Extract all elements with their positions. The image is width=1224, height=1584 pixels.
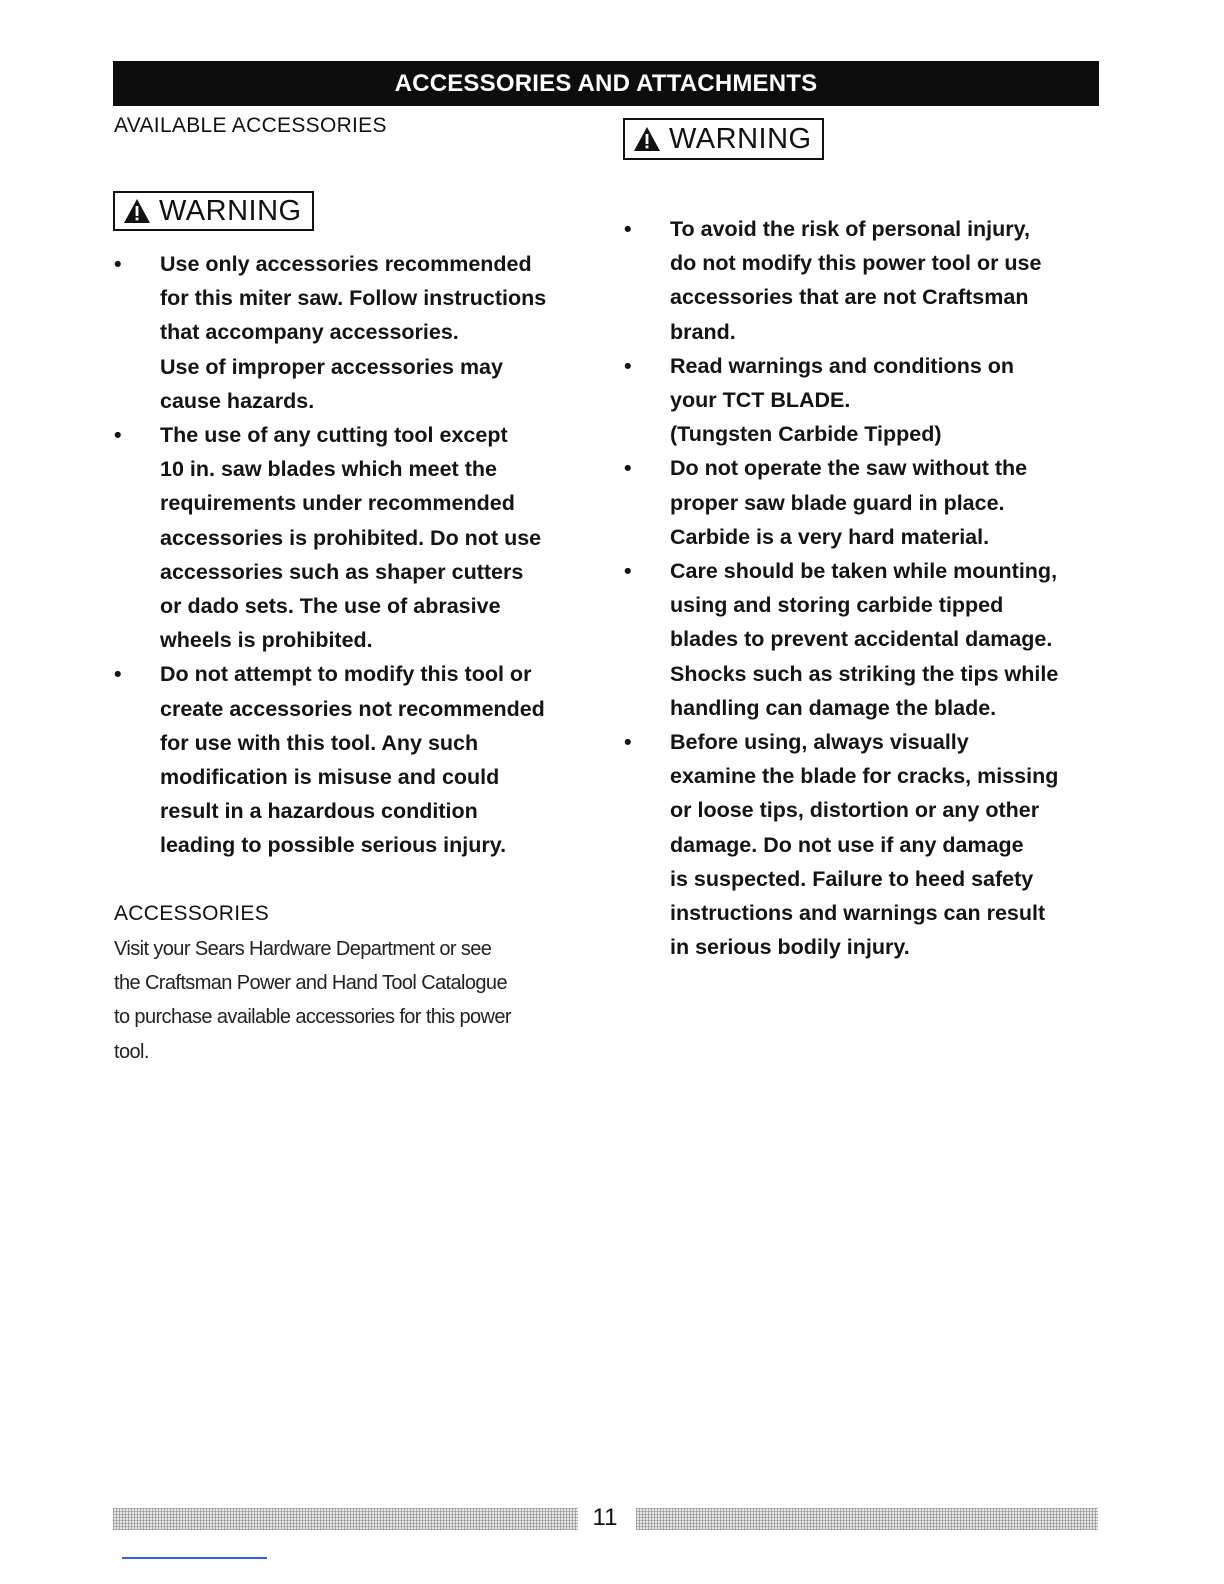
list-item: • To avoid the risk of personal injury, do not modify this power tool or use accessories that are not Craftsman brand. bbox=[624, 212, 1114, 349]
list-item-line: in serious bodily injury. bbox=[670, 935, 910, 960]
list-item-line: damage. Do not use if any damage bbox=[670, 832, 1024, 857]
list-item-line: Use only accessories recommended bbox=[160, 252, 532, 276]
list-item-line: leading to possible serious injury. bbox=[160, 833, 507, 858]
list-item-line: that accompany accessories. bbox=[160, 320, 459, 345]
list-item-line: blades to prevent accidental damage. bbox=[670, 627, 1053, 652]
section-title-bar: ACCESSORIES AND ATTACHMENTS bbox=[113, 61, 1099, 106]
list-item: • Read warnings and conditions on your TCT BLADE. (Tungsten Carbide Tipped) bbox=[624, 349, 1114, 452]
list-item-line: accessories that are not Craftsman bbox=[670, 285, 1029, 310]
list-item-line: cause hazards. bbox=[160, 388, 315, 413]
available-accessories-heading: AVAILABLE ACCESSORIES bbox=[114, 114, 387, 137]
list-item-line: The use of any cutting tool except bbox=[160, 423, 508, 448]
list-item-line: modification is misuse and could bbox=[160, 765, 500, 790]
list-item-line: your TCT BLADE. bbox=[670, 388, 851, 413]
list-item-line: or loose tips, distortion or any other bbox=[670, 798, 1040, 823]
list-item-line: proper saw blade guard in place. bbox=[670, 490, 1005, 515]
list-item-line: accessories is prohibited. Do not use bbox=[160, 525, 542, 550]
list-item-line: Before using, always visually bbox=[670, 730, 969, 755]
list-item-line: for this miter saw. Follow instructions bbox=[160, 286, 547, 311]
list-item-line: wheels is prohibited. bbox=[160, 628, 373, 653]
list-item-line: Do not operate the saw without the bbox=[670, 456, 1028, 481]
right-warning-label: WARNING bbox=[669, 122, 812, 155]
warning-triangle-icon bbox=[633, 126, 661, 152]
list-item-line: Shocks such as striking the tips while bbox=[670, 661, 1059, 686]
list-item-line: accessories such as shaper cutters bbox=[160, 559, 524, 584]
list-item: • Care should be taken while mounting, using and storing carbide tipped blades to prevent accidental damage. Shocks such as striking the tips while handling can damage the blade. bbox=[624, 554, 1114, 725]
paragraph-line: the Craftsman Power and Hand Tool Catalogue bbox=[114, 972, 507, 995]
list-item-line: To avoid the risk of personal injury, bbox=[670, 217, 1030, 241]
list-item-line: result in a hazardous condition bbox=[160, 799, 478, 824]
list-item-line: examine the blade for cracks, missing bbox=[670, 764, 1059, 789]
paragraph-line: to purchase available accessories for this power bbox=[114, 1006, 511, 1029]
list-item-line: create accessories not recommended bbox=[160, 696, 545, 721]
list-item: • Do not operate the saw without the proper saw blade guard in place. Carbide is a very hard material. bbox=[624, 451, 1114, 554]
left-warning-box bbox=[113, 191, 314, 231]
list-item-line: Carbide is a very hard material. bbox=[670, 524, 990, 549]
left-warning-label: WARNING bbox=[159, 194, 302, 227]
footer-pattern-right bbox=[636, 1508, 1098, 1530]
right-warning-list bbox=[624, 212, 1114, 964]
list-item-line: for use with this tool. Any such bbox=[160, 730, 479, 755]
list-item-line: instructions and warnings can result bbox=[670, 901, 1046, 926]
list-item-line: requirements under recommended bbox=[160, 491, 515, 516]
list-item-line: Read warnings and conditions on bbox=[670, 353, 1015, 378]
list-item-line: brand. bbox=[670, 319, 736, 344]
list-item: • The use of any cutting tool except 10 in. saw blades which meet the requirements under recommended accessories is prohibited. Do not use accessories such as shaper cutters or dado sets. The use of abrasive wheels is prohibited. bbox=[114, 418, 604, 657]
page-number: 11 bbox=[592, 1504, 618, 1531]
footer-pattern-left bbox=[113, 1508, 578, 1530]
list-item-line: (Tungsten Carbide Tipped) bbox=[670, 422, 942, 447]
warning-triangle-icon bbox=[123, 198, 151, 224]
right-warning-box bbox=[623, 118, 824, 160]
paragraph-line: Visit your Sears Hardware Department or see bbox=[114, 938, 492, 960]
list-item-line: Use of improper accessories may bbox=[160, 354, 503, 379]
list-item-line: handling can damage the blade. bbox=[670, 695, 997, 720]
list-item-line: or dado sets. The use of abrasive bbox=[160, 594, 501, 619]
left-warning-list bbox=[114, 247, 604, 863]
list-item-line: is suspected. Failure to heed safety bbox=[670, 866, 1034, 891]
list-item-line: Do not attempt to modify this tool or bbox=[160, 662, 532, 687]
list-item-line: 10 in. saw blades which meet the bbox=[160, 457, 497, 482]
paragraph-line: tool. bbox=[114, 1040, 149, 1063]
list-item: • Do not attempt to modify this tool or create accessories not recommended for use with this tool. Any such modification is misuse and could result in a hazardous condition leading to possible serious injury. bbox=[114, 657, 604, 862]
accessories-paragraph bbox=[114, 932, 604, 1069]
footer-blue-line bbox=[122, 1557, 267, 1559]
accessories-heading: ACCESSORIES bbox=[114, 902, 270, 925]
list-item: • Use only accessories recommended for this miter saw. Follow instructions that accompany accessories. Use of improper accessories may cause hazards. bbox=[114, 247, 604, 418]
list-item-line: Care should be taken while mounting, bbox=[670, 559, 1058, 584]
list-item: • Before using, always visually examine the blade for cracks, missing or loose tips, distortion or any other damage. Do not use if any damage is suspected. Failure to heed safety instructions and warnings can result in serious bodily injury. bbox=[624, 725, 1114, 964]
list-item-line: do not modify this power tool or use bbox=[670, 251, 1042, 276]
list-item-line: using and storing carbide tipped bbox=[670, 593, 1004, 618]
